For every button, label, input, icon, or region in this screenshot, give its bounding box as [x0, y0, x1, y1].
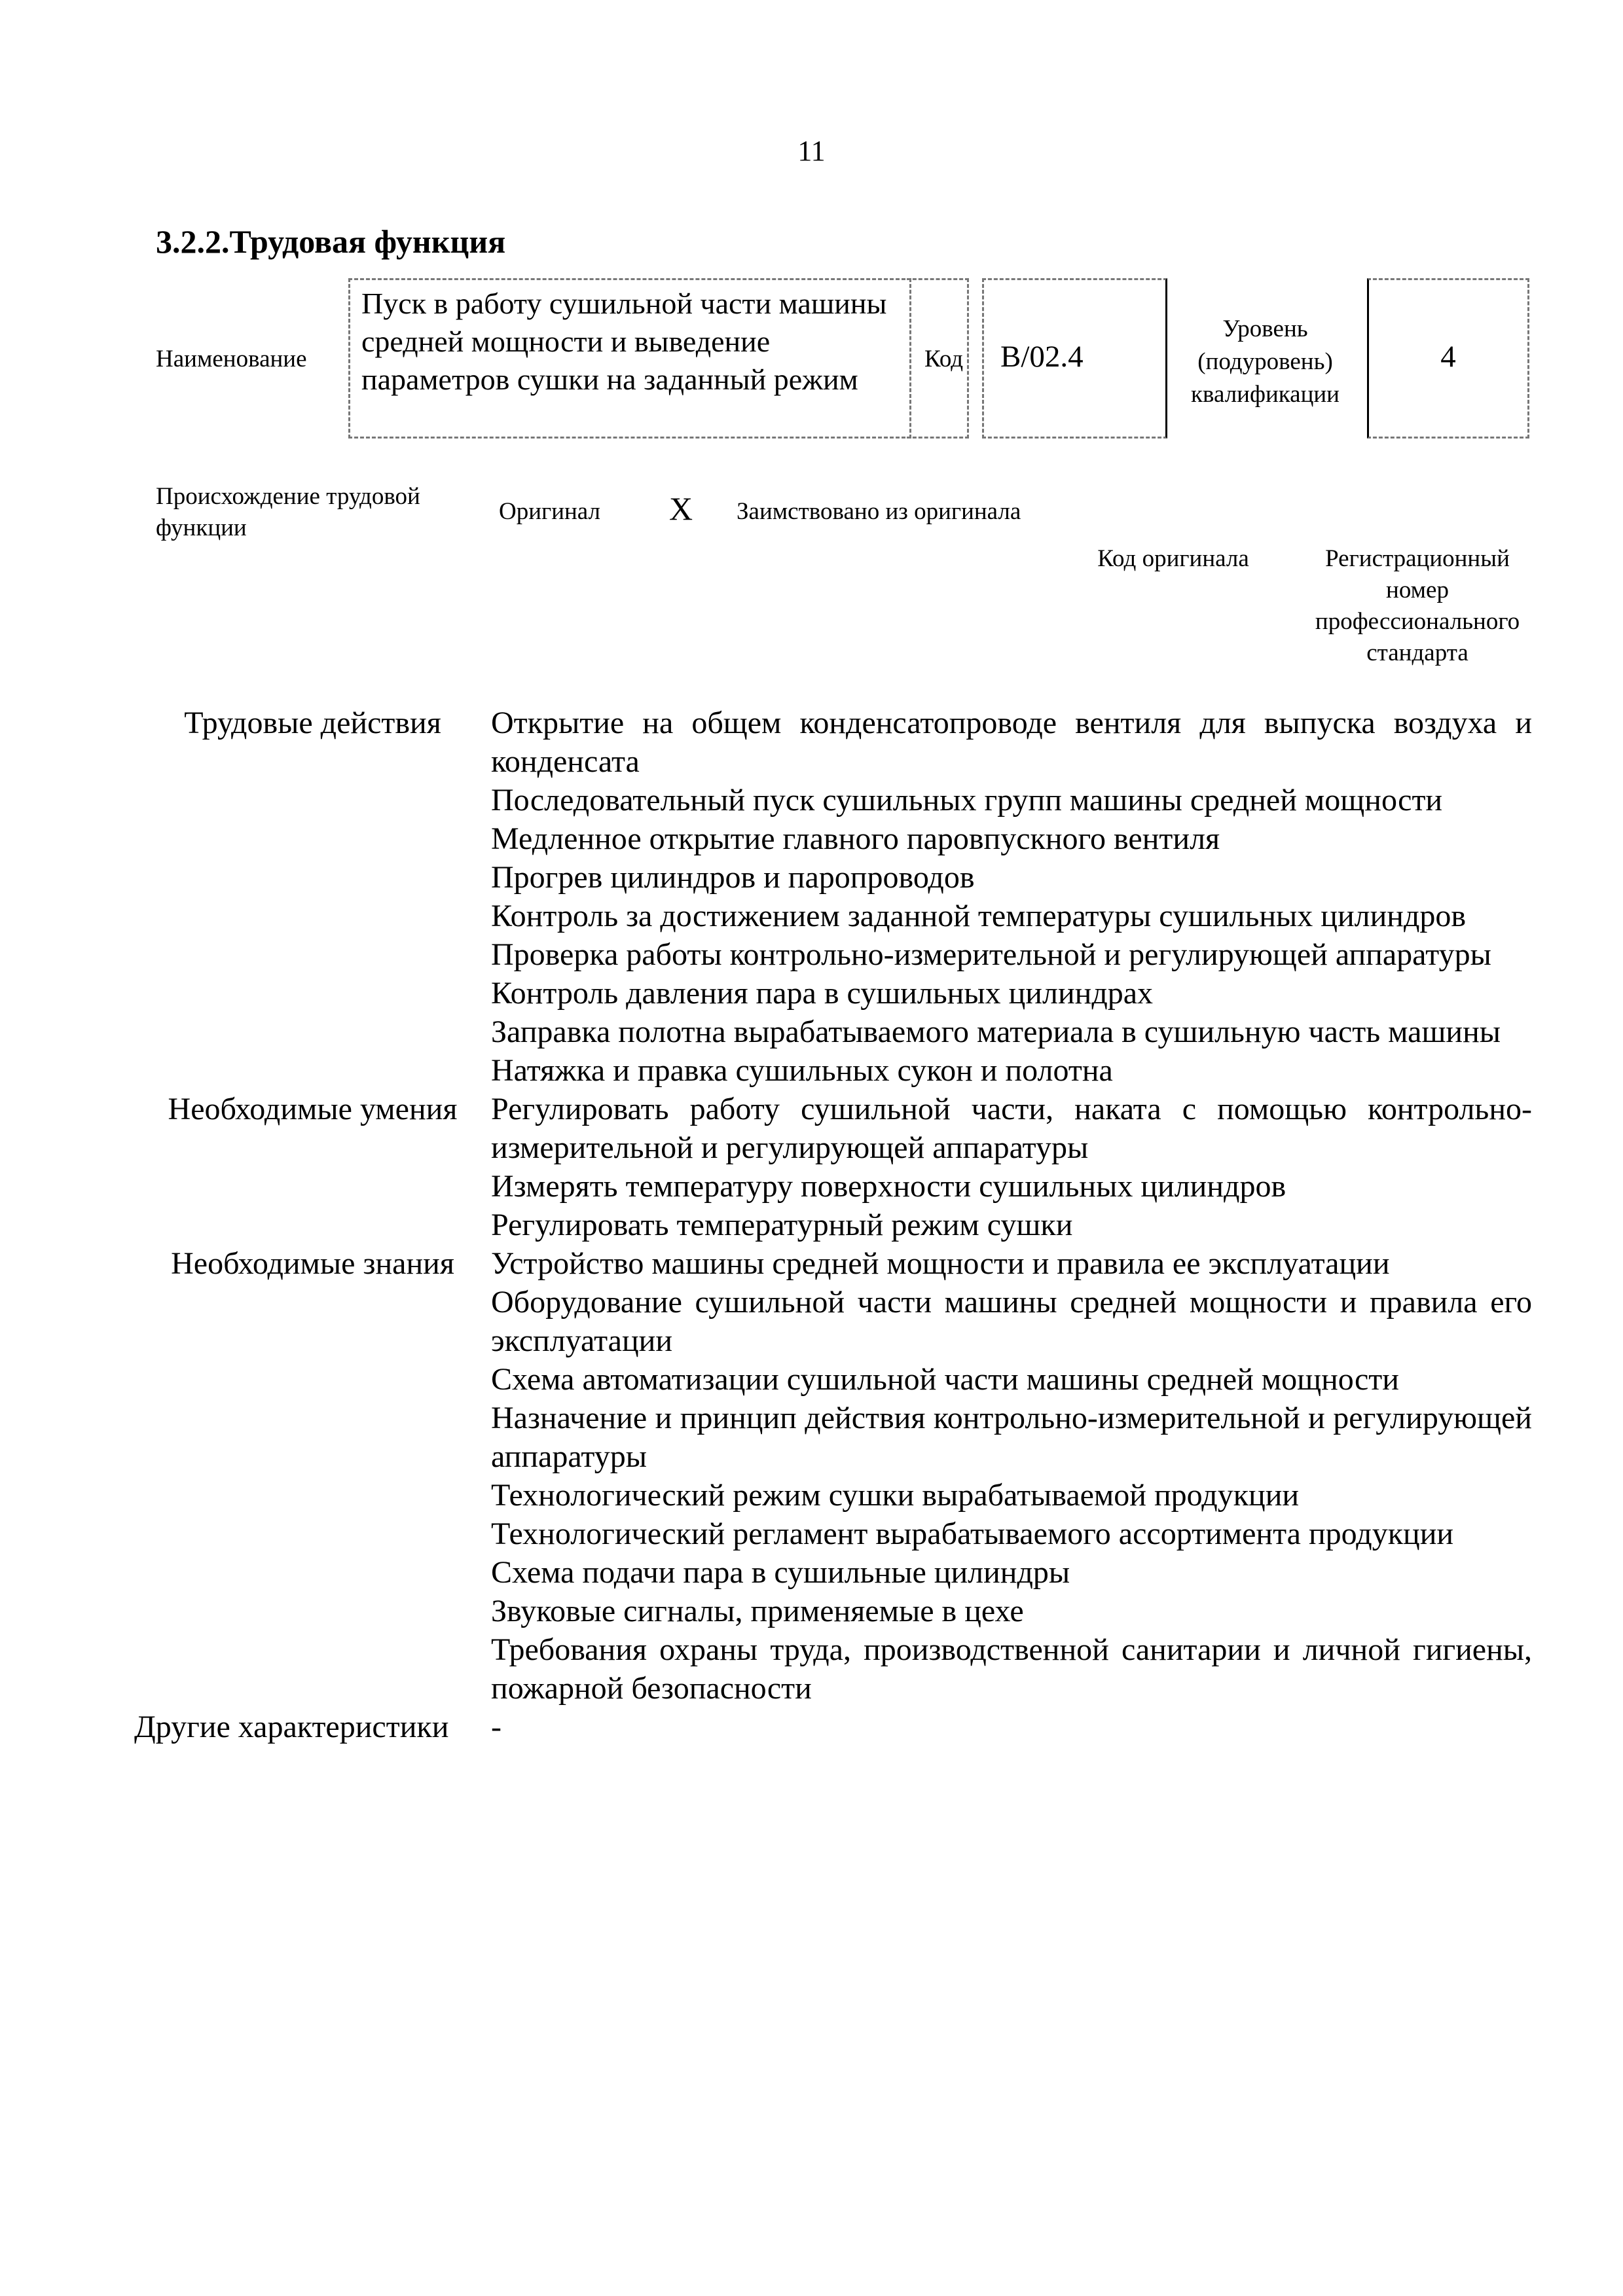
- section-row: [134, 704, 1532, 1090]
- list-item: Контроль давления пара в сушильных цилиндрах: [491, 976, 1154, 1011]
- origin-label: Происхождение трудовой функции: [156, 483, 420, 541]
- section-row: [134, 1244, 1532, 1708]
- section-items: [491, 1708, 1532, 1747]
- original-label: Оригинал: [499, 498, 601, 525]
- original-mark: X: [669, 490, 693, 527]
- list-item: Прогрев цилиндров и паропроводов: [491, 860, 975, 895]
- code-label: Код: [924, 346, 964, 372]
- list-item: Схема подачи пара в сушильные цилиндры: [491, 1555, 1070, 1590]
- code-value: B/02.4: [1000, 340, 1084, 374]
- name-label: Наименование: [156, 346, 307, 372]
- function-details: [134, 704, 1532, 1747]
- registration-number-label: Регистрационный номер профессионального стандарта: [1315, 545, 1520, 666]
- list-item: -: [491, 1710, 501, 1744]
- list-item: Требования охраны труда, производственной санитарии и личной гигиены, пожарной безопасности: [491, 1632, 1532, 1706]
- list-item: Технологический режим сушки вырабатываемой продукции: [491, 1478, 1300, 1513]
- list-item: Назначение и принцип действия контрольно-измерительной и регулирующей аппаратуры: [491, 1401, 1532, 1474]
- section-label-other: Другие характеристики: [134, 1710, 449, 1744]
- list-item: Контроль за достижением заданной температуры сушильных цилиндров: [491, 899, 1467, 933]
- section-row: [134, 1090, 1532, 1244]
- section-label-knowledge: Необходимые знания: [171, 1246, 454, 1281]
- list-item: Измерять температуру поверхности сушильных цилиндров: [491, 1169, 1286, 1204]
- section-title: 3.2.2.Трудовая функция: [156, 223, 506, 260]
- page-number: 11: [797, 135, 826, 167]
- list-item: Устройство машины средней мощности и правила ее эксплуатации: [491, 1246, 1390, 1281]
- list-item: Натяжка и правка сушильных сукон и полотна: [491, 1053, 1113, 1088]
- borrowed-label: Заимствовано из оригинала: [737, 498, 1021, 525]
- list-item: Заправка полотна вырабатываемого материала в сушильную часть машины: [491, 1014, 1501, 1049]
- list-item: Оборудование сушильной части машины средней мощности и правила его эксплуатации: [491, 1285, 1532, 1358]
- original-code-label: Код оригинала: [1097, 545, 1249, 572]
- section-items: [491, 704, 1532, 1090]
- section-row: [134, 1708, 1532, 1747]
- level-label: Уровень (подуровень) квалификации: [1191, 315, 1340, 408]
- list-item: Звуковые сигналы, применяемые в цехе: [491, 1594, 1024, 1628]
- list-item: Регулировать температурный режим сушки: [491, 1208, 1073, 1242]
- level-value: 4: [1440, 340, 1456, 374]
- section-label-labor-actions: Трудовые действия: [184, 706, 441, 740]
- section-items: [491, 1244, 1532, 1708]
- section-label-skills: Необходимые умения: [168, 1092, 458, 1126]
- list-item: Медленное открытие главного паровпускного вентиля: [491, 821, 1220, 856]
- list-item: Проверка работы контрольно-измерительной и регулирующей аппаратуры: [491, 937, 1491, 972]
- list-item: Регулировать работу сушильной части, наката с помощью контрольно-измерительной и регулирующей аппаратуры: [491, 1092, 1532, 1165]
- name-value: Пуск в работу сушильной части машины средней мощности и выведение параметров сушки на заданный режим: [361, 287, 887, 396]
- list-item: Последовательный пуск сушильных групп машины средней мощности: [491, 783, 1443, 817]
- list-item: Схема автоматизации сушильной части машины средней мощности: [491, 1362, 1399, 1397]
- list-item: Технологический регламент вырабатываемого ассортимента продукции: [491, 1516, 1454, 1551]
- section-items: [491, 1090, 1532, 1244]
- list-item: Открытие на общем конденсатопроводе вентиля для выпуска воздуха и конденсата: [491, 706, 1532, 779]
